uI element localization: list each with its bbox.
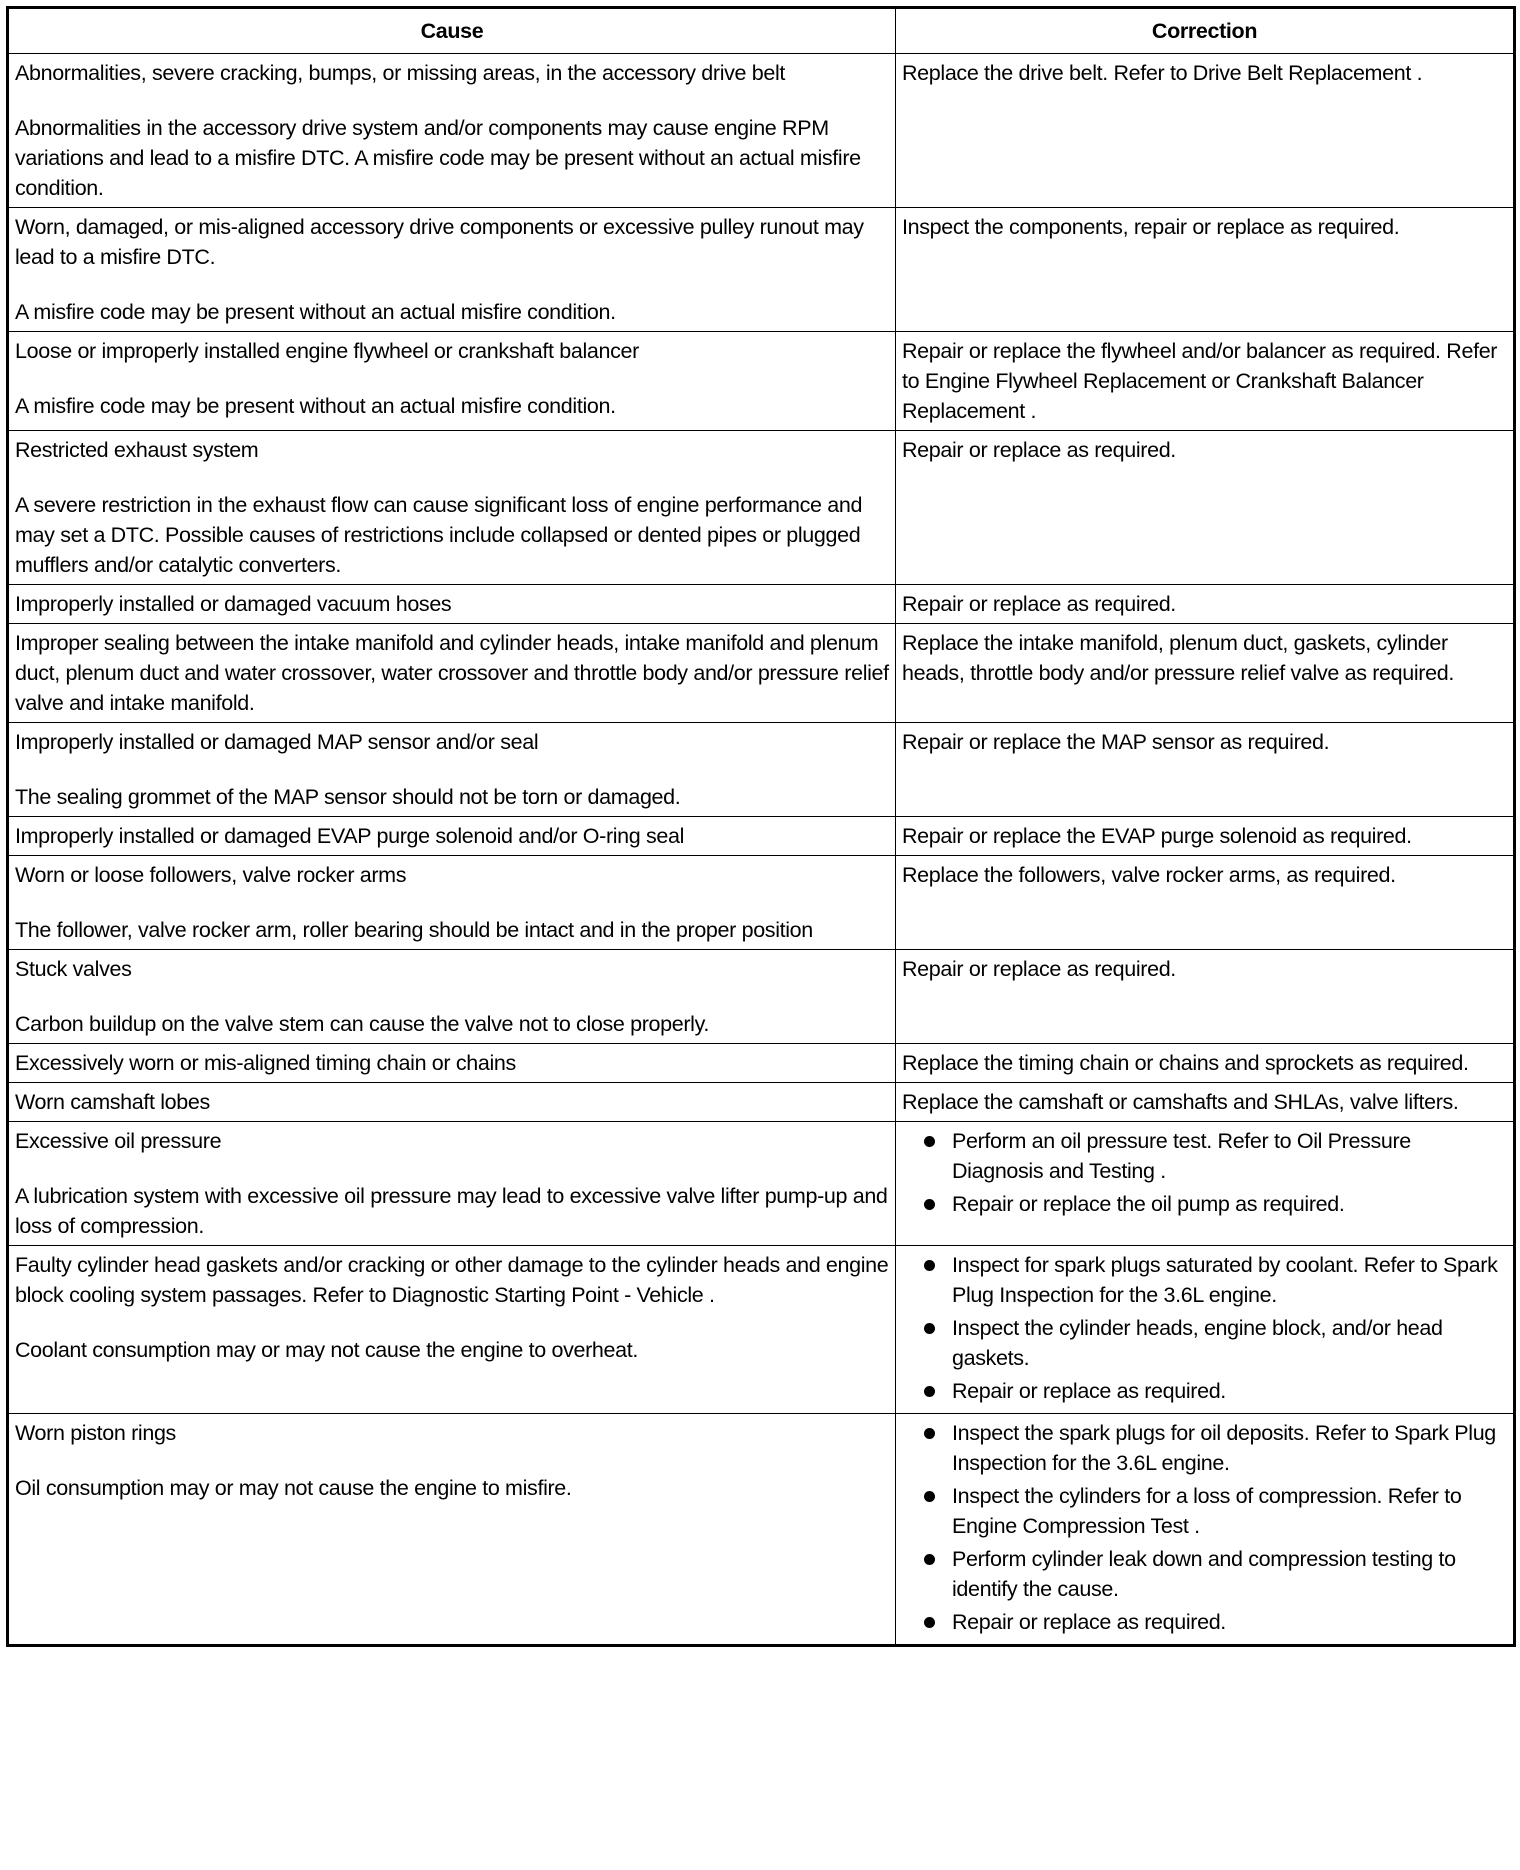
cause-cell xyxy=(8,1044,896,1083)
correction-step: Inspect the cylinders for a loss of compression. Refer to Engine Compression Test . xyxy=(902,1481,1507,1541)
table-body xyxy=(8,54,1515,1646)
correction-text: Replace the drive belt. Refer to Drive Belt Replacement . xyxy=(902,61,1423,85)
correction-cell xyxy=(896,856,1515,950)
table-row xyxy=(8,585,1515,624)
correction-text: Replace the timing chain or chains and sprockets as required. xyxy=(902,1051,1469,1075)
cause-text: Excessive oil pressure xyxy=(15,1129,222,1153)
correction-cell xyxy=(896,624,1515,723)
correction-text: Repair or replace as required. xyxy=(902,438,1176,462)
cause-note: Coolant consumption may or may not cause the engine to overheat. xyxy=(15,1338,638,1362)
cause-cell xyxy=(8,54,896,208)
correction-cell xyxy=(896,208,1515,332)
table-row xyxy=(8,208,1515,332)
cause-text: Improperly installed or damaged MAP sensor and/or seal xyxy=(15,730,539,754)
cause-note: A misfire code may be present without an actual misfire condition. xyxy=(15,300,616,324)
correction-text: Repair or replace as required. xyxy=(902,592,1176,616)
cause-cell xyxy=(8,723,896,817)
cause-text: Improperly installed or damaged EVAP purge solenoid and/or O-ring seal xyxy=(15,824,685,848)
correction-text: Replace the intake manifold, plenum duct, gaskets, cylinder heads, throttle body and/or pressure relief valve as required. xyxy=(902,631,1454,685)
correction-cell xyxy=(896,817,1515,856)
correction-step: Repair or replace as required. xyxy=(902,1607,1507,1637)
cause-cell xyxy=(8,950,896,1044)
correction-text: Replace the followers, valve rocker arms, as required. xyxy=(902,863,1396,887)
table-row xyxy=(8,1083,1515,1122)
correction-text: Replace the camshaft or camshafts and SHLAs, valve lifters. xyxy=(902,1090,1459,1114)
cause-note: Carbon buildup on the valve stem can cause the valve not to close properly. xyxy=(15,1012,710,1036)
cause-cell xyxy=(8,208,896,332)
cause-note: Oil consumption may or may not cause the engine to misfire. xyxy=(15,1476,572,1500)
correction-cell xyxy=(896,723,1515,817)
correction-header: Correction xyxy=(896,8,1515,54)
cause-text: Restricted exhaust system xyxy=(15,438,259,462)
cause-cell xyxy=(8,1122,896,1246)
correction-text: Repair or replace as required. xyxy=(902,957,1176,981)
table-row xyxy=(8,54,1515,208)
cause-cell xyxy=(8,624,896,723)
correction-step: Repair or replace the oil pump as required. xyxy=(902,1189,1507,1219)
correction-text: Repair or replace the flywheel and/or balancer as required. Refer to Engine Flywheel Replacement or Crankshaft Balancer Replacement . xyxy=(902,339,1498,423)
cause-correction-table xyxy=(6,6,1516,1647)
cause-header: Cause xyxy=(8,8,896,54)
correction-text: Inspect the components, repair or replace as required. xyxy=(902,215,1400,239)
table-row xyxy=(8,817,1515,856)
cause-text: Faulty cylinder head gaskets and/or cracking or other damage to the cylinder heads and engine block cooling system passages. Refer to Diagnostic Starting Point - Vehicle . xyxy=(15,1253,889,1307)
correction-cell xyxy=(896,431,1515,585)
cause-text: Stuck valves xyxy=(15,957,132,981)
correction-step: Inspect the spark plugs for oil deposits. Refer to Spark Plug Inspection for the 3.6L engine. xyxy=(902,1418,1507,1478)
cause-cell xyxy=(8,332,896,431)
table-row xyxy=(8,431,1515,585)
cause-text: Worn or loose followers, valve rocker arms xyxy=(15,863,407,887)
table-row xyxy=(8,1122,1515,1246)
cause-text: Improper sealing between the intake manifold and cylinder heads, intake manifold and plenum duct, plenum duct and water crossover, water crossover and throttle body and/or pressure relief valve and intake manifold. xyxy=(15,631,889,715)
correction-cell xyxy=(896,585,1515,624)
correction-cell xyxy=(896,1122,1515,1246)
cause-text: Worn piston rings xyxy=(15,1421,176,1445)
cause-cell xyxy=(8,585,896,624)
cause-note: Abnormalities in the accessory drive system and/or components may cause engine RPM variations and lead to a misfire DTC. A misfire code may be present without an actual misfire condition. xyxy=(15,116,861,200)
cause-cell xyxy=(8,1414,896,1646)
correction-list xyxy=(902,1418,1507,1637)
correction-step: Perform cylinder leak down and compression testing to identify the cause. xyxy=(902,1544,1507,1604)
table-row xyxy=(8,1246,1515,1414)
table-row xyxy=(8,1044,1515,1083)
correction-cell xyxy=(896,1414,1515,1646)
cause-text: Loose or improperly installed engine flywheel or crankshaft balancer xyxy=(15,339,639,363)
cause-note: A misfire code may be present without an actual misfire condition. xyxy=(15,394,616,418)
cause-text: Excessively worn or mis-aligned timing chain or chains xyxy=(15,1051,516,1075)
correction-cell xyxy=(896,332,1515,431)
correction-text: Repair or replace the MAP sensor as required. xyxy=(902,730,1330,754)
cause-text: Worn camshaft lobes xyxy=(15,1090,210,1114)
cause-text: Worn, damaged, or mis-aligned accessory drive components or excessive pulley runout may lead to a misfire DTC. xyxy=(15,215,864,269)
correction-cell xyxy=(896,1246,1515,1414)
table-row xyxy=(8,856,1515,950)
cause-note: A severe restriction in the exhaust flow can cause significant loss of engine performance and may set a DTC. Possible causes of restrictions include collapsed or dented pipes or plugged mufflers and/or catalytic converters. xyxy=(15,493,863,577)
cause-cell xyxy=(8,1246,896,1414)
table-row xyxy=(8,624,1515,723)
cause-cell xyxy=(8,431,896,585)
correction-cell xyxy=(896,1044,1515,1083)
cause-note: The follower, valve rocker arm, roller bearing should be intact and in the proper position xyxy=(15,918,813,942)
cause-cell xyxy=(8,817,896,856)
correction-cell xyxy=(896,1083,1515,1122)
cause-cell xyxy=(8,856,896,950)
correction-cell xyxy=(896,54,1515,208)
correction-list xyxy=(902,1126,1507,1219)
correction-step: Inspect for spark plugs saturated by coolant. Refer to Spark Plug Inspection for the 3.6L engine. xyxy=(902,1250,1507,1310)
header-row xyxy=(8,8,1515,54)
cause-cell xyxy=(8,1083,896,1122)
cause-text: Improperly installed or damaged vacuum hoses xyxy=(15,592,452,616)
correction-cell xyxy=(896,950,1515,1044)
cause-note: A lubrication system with excessive oil pressure may lead to excessive valve lifter pump-up and loss of compression. xyxy=(15,1184,888,1238)
correction-step: Inspect the cylinder heads, engine block, and/or head gaskets. xyxy=(902,1313,1507,1373)
table-row xyxy=(8,1414,1515,1646)
table-row xyxy=(8,332,1515,431)
correction-text: Repair or replace the EVAP purge solenoid as required. xyxy=(902,824,1412,848)
cause-note: The sealing grommet of the MAP sensor should not be torn or damaged. xyxy=(15,785,681,809)
cause-text: Abnormalities, severe cracking, bumps, or missing areas, in the accessory drive belt xyxy=(15,61,786,85)
correction-step: Repair or replace as required. xyxy=(902,1376,1507,1406)
correction-list xyxy=(902,1250,1507,1406)
correction-step: Perform an oil pressure test. Refer to Oil Pressure Diagnosis and Testing . xyxy=(902,1126,1507,1186)
table-row xyxy=(8,950,1515,1044)
table-row xyxy=(8,723,1515,817)
